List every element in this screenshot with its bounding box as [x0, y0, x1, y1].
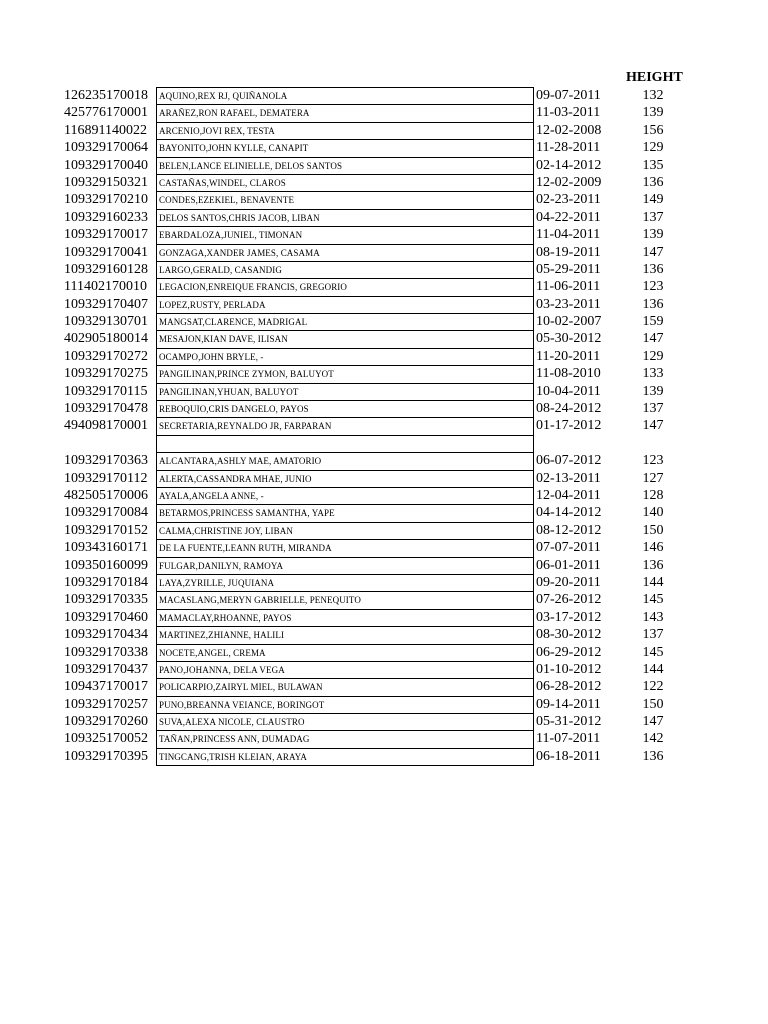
lrn-cell: 111402170010 [64, 279, 147, 295]
name-cell: LOPEZ,RUSTY, PERLADA [156, 296, 534, 313]
height-cell: 147 [642, 331, 664, 347]
table-row [0, 174, 768, 191]
height-cell: 147 [642, 244, 664, 260]
table-row [0, 696, 768, 713]
lrn-cell: 109343160171 [64, 540, 148, 556]
birthdate-cell: 02-14-2012 [536, 157, 602, 173]
table-row [0, 278, 768, 295]
birthdate-cell: 11-06-2011 [536, 279, 601, 295]
lrn-cell [64, 435, 154, 452]
birthdate-cell: 11-04-2011 [536, 227, 601, 243]
lrn-cell: 109329170210 [64, 192, 148, 208]
name-cell: AQUINO,REX RJ, QUIÑANOLA [156, 87, 534, 104]
lrn-cell: 116891140022 [64, 122, 147, 138]
height-cell: 144 [642, 661, 664, 677]
name-cell: CASTAÑAS,WINDEL, CLAROS [156, 174, 534, 191]
height-cell: 147 [642, 418, 664, 434]
height-cell: 123 [642, 453, 664, 469]
name-cell: LARGO,GERALD, CASANDIG [156, 261, 534, 278]
name-cell: OCAMPO,JOHN BRYLE, - [156, 348, 534, 365]
birthdate-cell: 12-02-2008 [536, 122, 602, 138]
birthdate-cell: 10-04-2011 [536, 383, 601, 399]
name-cell: DE LA FUENTE,LEANN RUTH, MIRANDA [156, 539, 534, 556]
lrn-cell: 425776170001 [64, 105, 148, 121]
birthdate-cell: 07-07-2011 [536, 540, 601, 556]
name-cell: PANO,JOHANNA, DELA VEGA [156, 661, 534, 678]
name-cell: ALERTA,CASSANDRA MHAE, JUNIO [156, 470, 534, 487]
birthdate-cell: 03-23-2011 [536, 296, 601, 312]
table-row [0, 539, 768, 556]
birthdate-cell: 05-30-2012 [536, 331, 602, 347]
height-cell: 136 [642, 748, 664, 764]
name-cell: SUVA,ALEXA NICOLE, CLAUSTRO [156, 713, 534, 730]
height-cell: 122 [642, 679, 664, 695]
table-row [0, 383, 768, 400]
birthdate-cell: 08-19-2011 [536, 244, 601, 260]
table-row [0, 452, 768, 469]
lrn-cell: 109329170084 [64, 505, 148, 521]
table-row [0, 191, 768, 208]
birthdate-cell: 06-29-2012 [536, 644, 602, 660]
birthdate-cell: 09-07-2011 [536, 88, 601, 103]
table-row [0, 713, 768, 730]
table-row [0, 661, 768, 678]
lrn-cell: 109329170335 [64, 592, 148, 608]
birthdate-cell: 12-04-2011 [536, 487, 601, 503]
birthdate-cell: 11-08-2010 [536, 366, 601, 382]
birthdate-cell: 09-20-2011 [536, 574, 601, 590]
name-cell: DELOS SANTOS,CHRIS JACOB, LIBAN [156, 209, 534, 226]
name-cell: AYALA,ANGELA ANNE, - [156, 487, 534, 504]
lrn-cell: 109329170184 [64, 574, 148, 590]
birthdate-cell: 11-07-2011 [536, 731, 601, 747]
lrn-cell: 109329160233 [64, 209, 148, 225]
height-cell: 146 [642, 540, 664, 556]
table-row [0, 87, 768, 104]
height-cell: 133 [642, 366, 664, 382]
birthdate-cell: 03-17-2012 [536, 609, 602, 625]
table-row [0, 609, 768, 626]
name-cell: MESAJON,KIAN DAVE, ILISAN [156, 330, 534, 347]
birthdate-cell [536, 435, 616, 452]
table-row [0, 139, 768, 156]
table-row [0, 226, 768, 243]
birthdate-cell: 05-31-2012 [536, 714, 602, 730]
lrn-cell: 109329170257 [64, 696, 148, 712]
height-cell: 150 [642, 522, 664, 538]
birthdate-cell: 07-26-2012 [536, 592, 602, 608]
lrn-cell: 109329130701 [64, 314, 148, 330]
table-row [0, 157, 768, 174]
height-cell: 147 [642, 714, 664, 730]
height-column-header: HEIGHT [626, 70, 683, 85]
lrn-cell: 109329150321 [64, 174, 148, 190]
height-cell: 139 [642, 383, 664, 399]
lrn-cell: 109329170041 [64, 244, 148, 260]
height-cell: 159 [642, 314, 664, 330]
name-cell: ALCANTARA,ASHLY MAE, AMATORIO [156, 452, 534, 469]
height-cell: 140 [642, 505, 664, 521]
lrn-cell: 109329170363 [64, 453, 148, 469]
table-row [0, 417, 768, 434]
lrn-cell: 126235170018 [64, 88, 148, 103]
lrn-cell: 109329170064 [64, 140, 148, 156]
lrn-cell: 109329170460 [64, 609, 148, 625]
birthdate-cell: 10-02-2007 [536, 314, 602, 330]
name-cell: PANGILINAN,YHUAN, BALUYOT [156, 383, 534, 400]
name-cell: MARTINEZ,ZHIANNE, HALILI [156, 626, 534, 643]
lrn-cell: 109329170478 [64, 401, 148, 417]
name-cell: BAYONITO,JOHN KYLLE, CANAPIT [156, 139, 534, 156]
birthdate-cell: 01-17-2012 [536, 418, 602, 434]
name-cell: FULGAR,DANILYN, RAMOYA [156, 557, 534, 574]
lrn-cell: 109329170115 [64, 383, 148, 399]
name-cell: PUNO,BREANNA VEIANCE, BORINGOT [156, 696, 534, 713]
birthdate-cell: 08-12-2012 [536, 522, 602, 538]
name-cell: EBARDALOZA,JUNIEL, TIMONAN [156, 226, 534, 243]
lrn-cell: 109350160099 [64, 557, 148, 573]
table-row [0, 748, 768, 765]
table-row [0, 244, 768, 261]
birthdate-cell: 09-14-2011 [536, 696, 601, 712]
height-cell: 127 [642, 470, 664, 486]
lrn-cell: 109325170052 [64, 731, 148, 747]
lrn-cell: 109329170112 [64, 470, 148, 486]
birthdate-cell: 06-28-2012 [536, 679, 602, 695]
lrn-cell: 109437170017 [64, 679, 148, 695]
height-cell: 137 [642, 401, 664, 417]
lrn-cell: 402905180014 [64, 331, 148, 347]
name-cell: CALMA,CHRISTINE JOY, LIBAN [156, 522, 534, 539]
table-row [0, 365, 768, 382]
table-row [0, 330, 768, 347]
birthdate-cell: 06-07-2012 [536, 453, 602, 469]
height-cell: 136 [642, 261, 664, 277]
name-cell: BETARMOS,PRINCESS SAMANTHA, YAPE [156, 504, 534, 521]
table-row [0, 591, 768, 608]
lrn-cell: 109329170338 [64, 644, 148, 660]
birthdate-cell: 08-24-2012 [536, 401, 602, 417]
lrn-cell: 109329170407 [64, 296, 148, 312]
name-cell: PANGILINAN,PRINCE ZYMON, BALUYOT [156, 365, 534, 382]
lrn-cell: 109329170017 [64, 227, 148, 243]
table-row [0, 557, 768, 574]
name-cell [156, 435, 534, 452]
birthdate-cell: 02-23-2011 [536, 192, 601, 208]
name-cell: MANGSAT,CLARENCE, MADRIGAL [156, 313, 534, 330]
table-row [0, 122, 768, 139]
table-row [0, 104, 768, 121]
table-row [0, 626, 768, 643]
name-cell: MAMACLAY,RHOANNE, PAYOS [156, 609, 534, 626]
height-cell: 136 [642, 174, 664, 190]
birthdate-cell: 01-10-2012 [536, 661, 602, 677]
table-row [0, 522, 768, 539]
height-cell: 137 [642, 209, 664, 225]
height-cell: 136 [642, 296, 664, 312]
birthdate-cell: 12-02-2009 [536, 174, 602, 190]
height-cell: 128 [642, 487, 664, 503]
name-cell: LEGACION,ENREIQUE FRANCIS, GREGORIO [156, 278, 534, 295]
lrn-cell: 109329170434 [64, 627, 148, 643]
table-row [0, 400, 768, 417]
table-row [0, 209, 768, 226]
name-cell: POLICARPIO,ZAIRYL MIEL, BULAWAN [156, 678, 534, 695]
name-cell: ARAÑEZ,RON RAFAEL, DEMATERA [156, 104, 534, 121]
name-cell: ARCENIO,JOVI REX, TESTA [156, 122, 534, 139]
lrn-cell: 109329170260 [64, 714, 148, 730]
table-row [0, 730, 768, 747]
height-cell: 139 [642, 105, 664, 121]
lrn-cell: 109329170275 [64, 366, 148, 382]
birthdate-cell: 06-01-2011 [536, 557, 601, 573]
name-cell: LAYA,ZYRILLE, JUQUIANA [156, 574, 534, 591]
lrn-cell: 109329170152 [64, 522, 148, 538]
table-row [0, 504, 768, 521]
lrn-cell: 109329170437 [64, 661, 148, 677]
lrn-cell: 109329160128 [64, 261, 148, 277]
table-row [0, 261, 768, 278]
name-cell: NOCETE,ANGEL, CREMA [156, 644, 534, 661]
table-row [0, 296, 768, 313]
height-cell: 129 [642, 348, 664, 364]
birthdate-cell: 08-30-2012 [536, 627, 602, 643]
name-cell: BELEN,LANCE ELINIELLE, DELOS SANTOS [156, 157, 534, 174]
name-cell: TAÑAN,PRINCESS ANN, DUMADAG [156, 730, 534, 747]
birthdate-cell: 11-20-2011 [536, 348, 601, 364]
name-cell: TINGCANG,TRISH KLEIAN, ARAYA [156, 748, 534, 766]
height-cell: 143 [642, 609, 664, 625]
height-cell: 149 [642, 192, 664, 208]
height-cell: 137 [642, 627, 664, 643]
birthdate-cell: 02-13-2011 [536, 470, 601, 486]
height-cell: 136 [642, 557, 664, 573]
height-cell: 123 [642, 279, 664, 295]
birthdate-cell: 04-14-2012 [536, 505, 602, 521]
table-row [0, 574, 768, 591]
height-cell [628, 435, 678, 452]
table-row [0, 348, 768, 365]
height-cell: 145 [642, 644, 664, 660]
student-list [0, 87, 768, 765]
table-row [0, 678, 768, 695]
height-cell: 129 [642, 140, 664, 156]
height-cell: 156 [642, 122, 664, 138]
lrn-cell: 109329170272 [64, 348, 148, 364]
name-cell: GONZAGA,XANDER JAMES, CASAMA [156, 244, 534, 261]
birthdate-cell: 05-29-2011 [536, 261, 601, 277]
height-cell: 145 [642, 592, 664, 608]
name-cell: REBOQUIO,CRIS DANGELO, PAYOS [156, 400, 534, 417]
table-row [0, 644, 768, 661]
lrn-cell: 109329170395 [64, 748, 148, 764]
name-cell: SECRETARIA,REYNALDO JR, FARPARAN [156, 417, 534, 434]
height-cell: 142 [642, 731, 664, 747]
blank-separator-row [0, 435, 768, 452]
height-cell: 150 [642, 696, 664, 712]
name-cell: CONDES,EZEKIEL, BENAVENTE [156, 191, 534, 208]
height-cell: 132 [642, 88, 664, 103]
lrn-cell: 494098170001 [64, 418, 148, 434]
table-row [0, 487, 768, 504]
birthdate-cell: 11-03-2011 [536, 105, 601, 121]
birthdate-cell: 06-18-2011 [536, 748, 601, 764]
name-cell: MACASLANG,MERYN GABRIELLE, PENEQUITO [156, 591, 534, 608]
height-cell: 135 [642, 157, 664, 173]
height-cell: 139 [642, 227, 664, 243]
birthdate-cell: 04-22-2011 [536, 209, 601, 225]
lrn-cell: 482505170006 [64, 487, 148, 503]
birthdate-cell: 11-28-2011 [536, 140, 601, 156]
table-row [0, 470, 768, 487]
height-cell: 144 [642, 574, 664, 590]
lrn-cell: 109329170040 [64, 157, 148, 173]
table-row [0, 313, 768, 330]
